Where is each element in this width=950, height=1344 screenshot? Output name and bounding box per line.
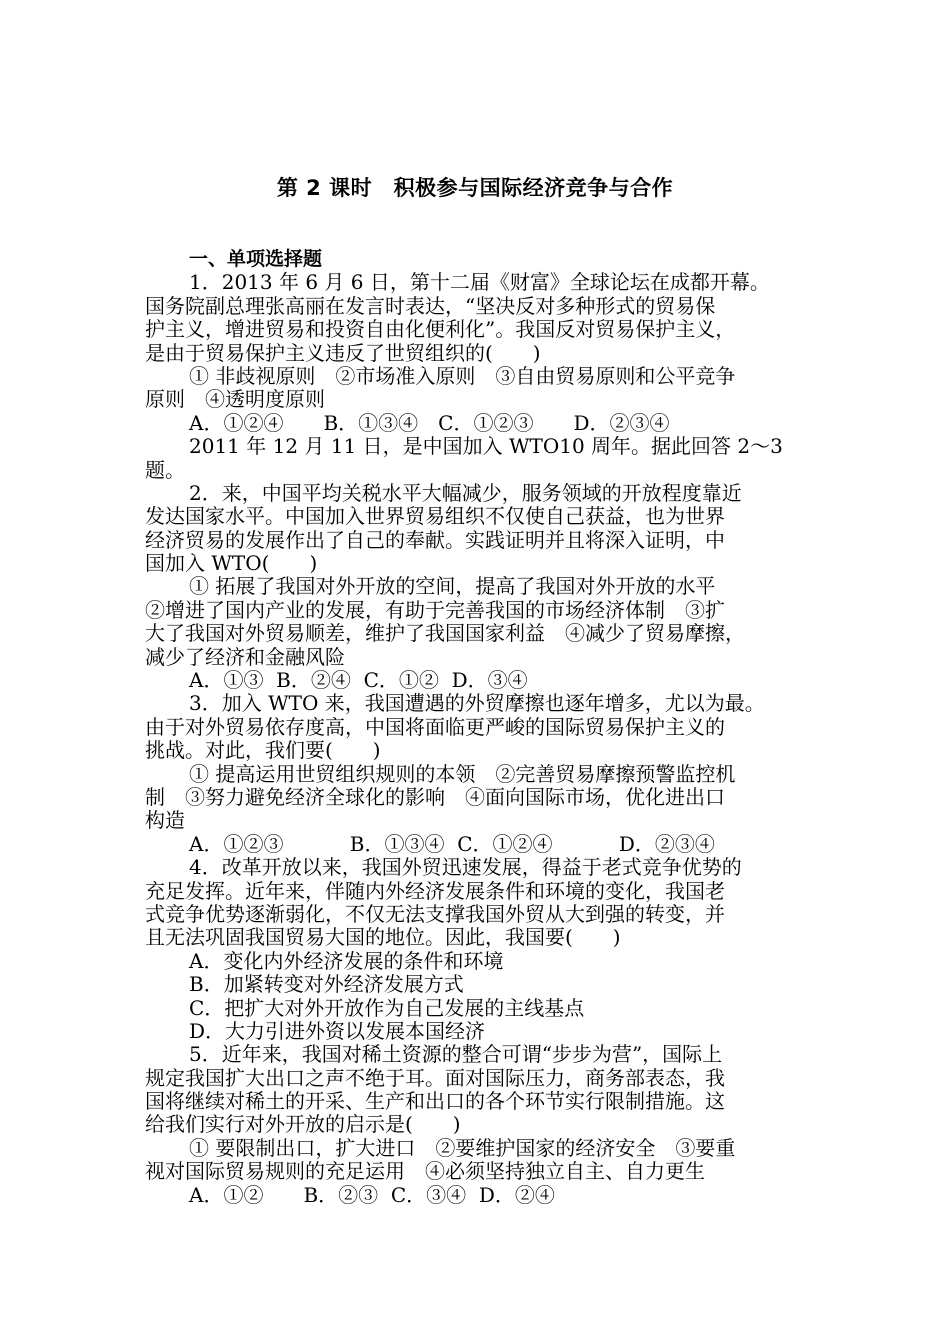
document-body [145, 248, 811, 1207]
question-line: 国将继续对稀土的开采、生产和出口的各个环节实行限制措施。这 [145, 1090, 725, 1114]
note-line: 2011 年 12 月 11 日，是中国加入 WTO10 周年。据此回答 2～3 [189, 435, 783, 459]
answer-options-line: A．①②③ B．①③④ C．①②④ D．②③④ [189, 832, 715, 856]
statement-line: ① 要限制出口，扩大进口 ②要维护国家的经济安全 ③要重 [189, 1136, 736, 1160]
page-title: 第 2 课时 积极参与国际经济竞争与合作 [276, 176, 674, 200]
statement-line: 减少了经济和金融风险 [145, 645, 345, 669]
question-line: 国务院副总理张高丽在发言时表达，“坚决反对多种形式的贸易保 [145, 294, 716, 318]
answer-options-line: A．①②④ B．①③④ C．①②③ D．②③④ [189, 411, 670, 435]
answer-options-line: A．①② B．②③ C．③④ D．②④ [189, 1183, 555, 1207]
answer-options-line: A．①③ B．②④ C．①② D．③④ [189, 669, 528, 693]
statement-line: 视对国际贸易规则的充足运用 ④必须坚持独立自主、自力更生 [145, 1160, 705, 1184]
statement-line: ① 提高运用世贸组织规则的本领 ②完善贸易摩擦预警监控机 [189, 762, 736, 786]
answer-options-line: B．加紧转变对外经济发展方式 [189, 973, 464, 997]
answer-options-line: C．把扩大对外开放作为自己发展的主线基点 [189, 996, 585, 1020]
note-line: 题。 [145, 458, 185, 482]
question-line: 是由于贸易保护主义违反了世贸组织的( ) [145, 341, 541, 365]
question-line: 护主义，增进贸易和投资自由化便利化”。我国反对贸易保护主义， [145, 318, 736, 342]
statement-line: 制 ③努力避免经济全球化的影响 ④面向国际市场，优化进出口 [145, 785, 725, 809]
question-line: 给我们实行对外开放的启示是( ) [145, 1113, 461, 1137]
statement-line: ① 非歧视原则 ②市场准入原则 ③自由贸易原则和公平竞争 [189, 364, 736, 388]
question-line: 挑战。对此，我们要( ) [145, 739, 381, 763]
statement-line: 原则 ④透明度原则 [145, 388, 325, 412]
question-line: 规定我国扩大出口之声不绝于耳。面对国际压力，商务部表态，我 [145, 1066, 725, 1090]
question-line: 经济贸易的发展作出了自己的奉献。实践证明并且将深入证明，中 [145, 528, 725, 552]
question-line: 发达国家水平。中国加入世界贸易组织不仅使自己获益，也为世界 [145, 505, 725, 529]
statement-line: 构造 [145, 809, 185, 833]
answer-options-line: A．变化内外经济发展的条件和环境 [189, 949, 504, 973]
question-line: 3．加入 WTO 来，我国遭遇的外贸摩擦也逐年增多，尤以为最。 [189, 692, 765, 716]
question-line: 式竞争优势逐渐弱化，不仅无法支撑我国外贸从大到强的转变，并 [145, 902, 725, 926]
question-line: 且无法巩固我国贸易大国的地位。因此，我国要( ) [145, 926, 621, 950]
question-line: 国加入 WTO( ) [145, 552, 318, 576]
question-line: 2．来，中国平均关税水平大幅减少，服务领域的开放程度靠近 [189, 481, 742, 505]
section-heading: 一、单项选择题 [189, 248, 323, 270]
question-line: 5．近年来，我国对稀土资源的整合可谓“步步为营”，国际上 [189, 1043, 723, 1067]
question-line: 1．2013 年 6 月 6 日，第十二届《财富》全球论坛在成都开幕。 [189, 271, 770, 295]
statement-line: 大了我国对外贸易顺差，维护了我国国家利益 ④减少了贸易摩擦， [145, 622, 745, 646]
statement-line: ②增进了国内产业的发展，有助于完善我国的市场经济体制 ③扩 [145, 598, 725, 622]
answer-options-line: D．大力引进外资以发展本国经济 [189, 1019, 486, 1043]
statement-line: ① 拓展了我国对外开放的空间，提高了我国对外开放的水平 [189, 575, 716, 599]
question-line: 充足发挥。近年来，伴随内外经济发展条件和环境的变化，我国老 [145, 879, 725, 903]
question-line: 由于对外贸易依存度高，中国将面临更严峻的国际贸易保护主义的 [145, 715, 725, 739]
question-line: 4．改革开放以来，我国外贸迅速发展，得益于老式竞争优势的 [189, 856, 742, 880]
